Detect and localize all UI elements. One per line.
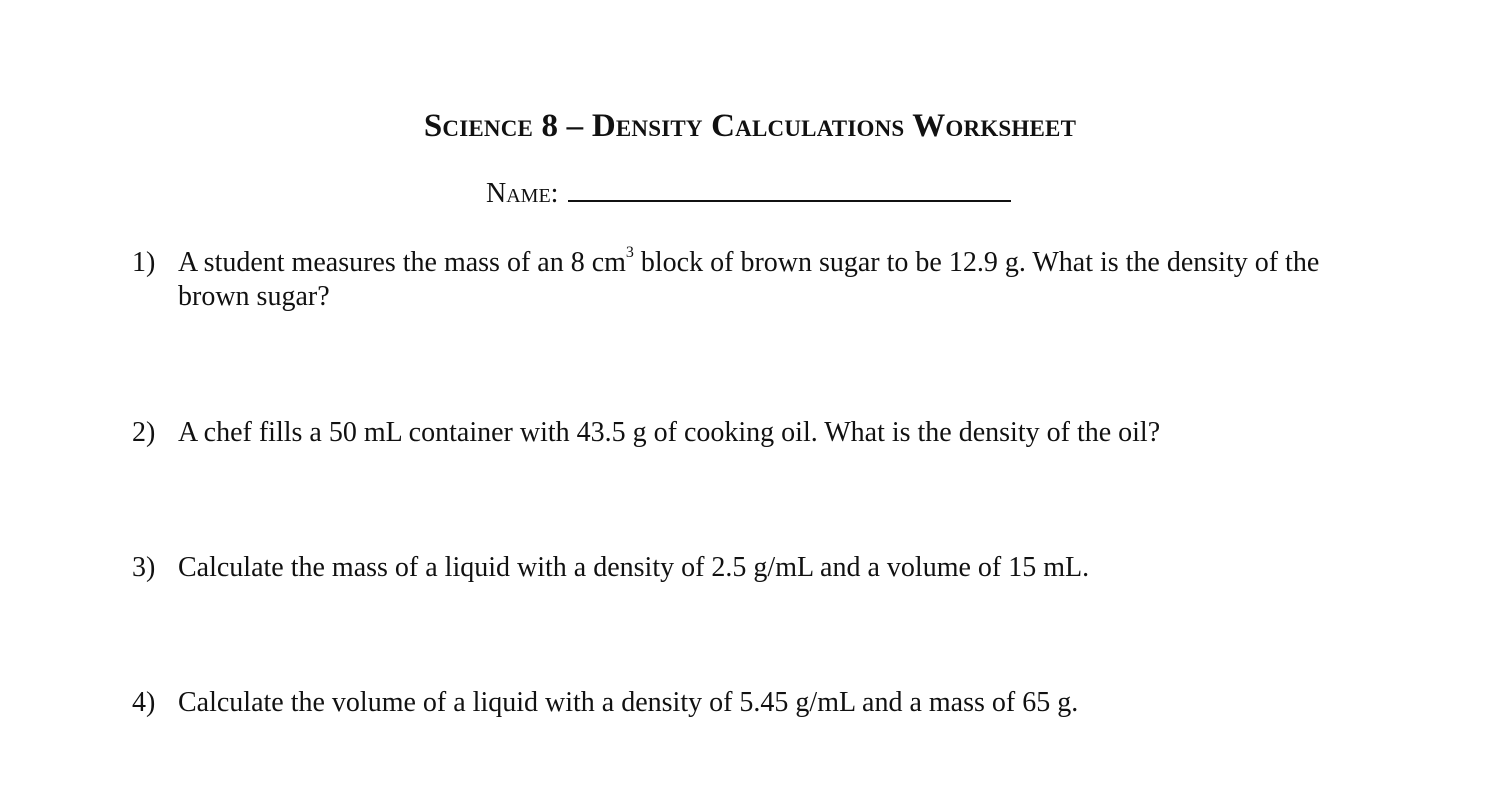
question-1 (132, 246, 1372, 314)
question-text-part: A student measures the mass of an 8 cm (178, 247, 626, 278)
question-3 (132, 551, 1372, 585)
question-4 (132, 686, 1372, 720)
superscript-exponent: 3 (625, 244, 634, 261)
question-text: Calculate the mass of a liquid with a density of 2.5 g/mL and a volume of 15 mL. (178, 552, 1090, 583)
question-number: 1) (132, 247, 156, 278)
question-number: 4) (132, 687, 156, 718)
name-label: Name: (486, 178, 559, 209)
question-number: 3) (132, 552, 156, 583)
name-blank-line (568, 176, 1011, 202)
worksheet-title: Science 8 – Density Calculations Worksheet (423, 108, 1077, 144)
question-2 (132, 416, 1372, 450)
question-text-part: block of brown sugar to be 12.9 g. What is the density of the brown sugar? (178, 247, 1320, 312)
name-field-row (486, 176, 1011, 212)
question-text: Calculate the volume of a liquid with a density of 5.45 g/mL and a mass of 65 g. (178, 687, 1079, 718)
question-text: A chef fills a 50 mL container with 43.5 g of cooking oil. What is the density of the oil? (178, 417, 1161, 448)
question-number: 2) (132, 417, 156, 448)
question-text (178, 246, 1372, 314)
